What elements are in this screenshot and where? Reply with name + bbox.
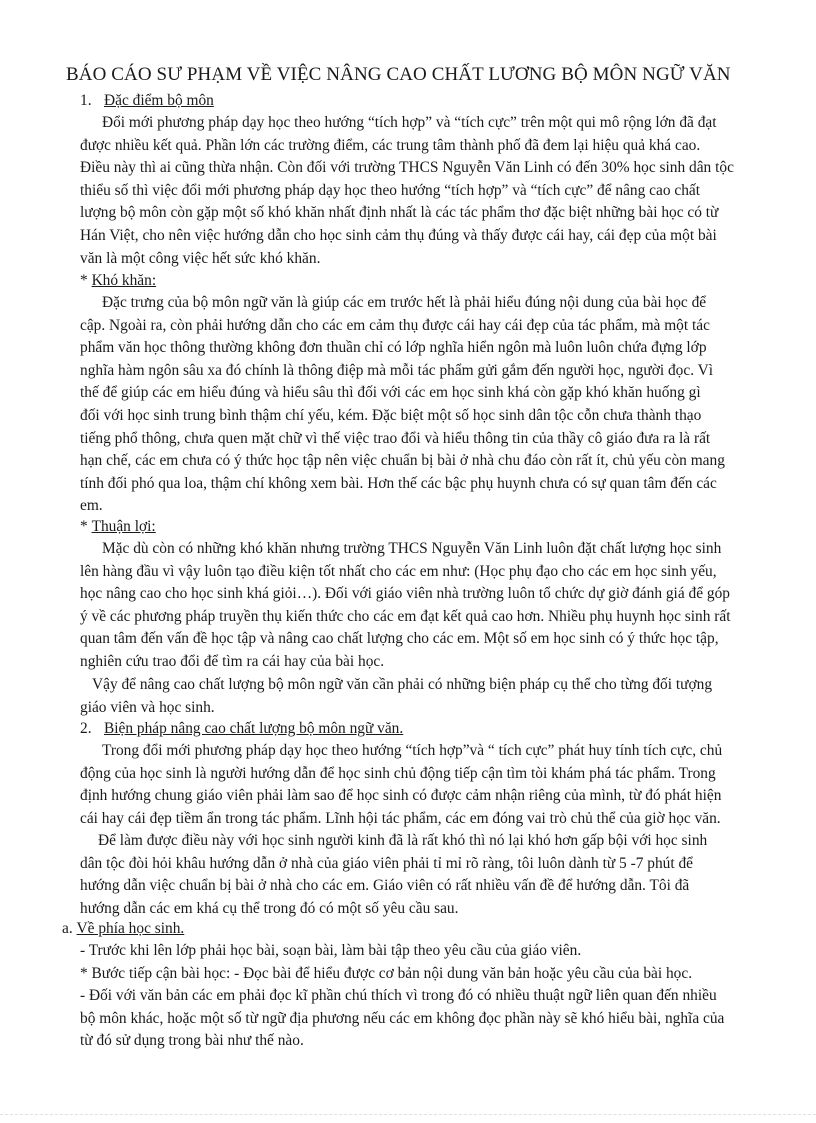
text-line: định hướng chung giáo viên phải làm sao để học sinh có được cảm nhận riêng của mình, từ đó phát hiện	[80, 787, 722, 805]
section-1-heading: Đặc điểm bộ môn	[104, 92, 214, 109]
text-line: học nâng cao cho học sinh khá giỏi…). Đối với giáo viên nhà trường luôn tổ chức dự giờ đánh giá để góp	[80, 585, 730, 603]
text-line: Hán Việt, cho nên việc hướng dẫn cho học sinh cảm thụ đúng và thấy được cái hay, cái đẹp của một bài	[80, 226, 717, 244]
text-line: giáo viên và học sinh.	[80, 698, 215, 716]
text-line: Để làm được điều này với học sinh người kinh đã là rất khó thì nó lại khó hơn gấp bội với học sinh	[98, 832, 708, 849]
section-2-heading: Biện pháp nâng cao chất lượng bộ môn ngữ văn.	[104, 720, 404, 737]
text-line: tiếng phổ thông, chưa quen mặt chữ vì thế việc trao đổi và hiểu thông tin của thầy cô giáo đưa ra là rất	[80, 429, 711, 447]
section-1-paragraph-4	[80, 674, 770, 719]
text-line: hướng dẫn các em khá cụ thể trong đó có một số yêu cầu sau.	[80, 899, 459, 917]
section-1-paragraph-3	[80, 538, 770, 674]
text-line: thiểu số thì việc đổi mới phương pháp dạy học theo hướng “tích hợp” và “tích cực” để nâng cao chất	[80, 181, 701, 199]
text-line: cái hay cái đẹp tiềm ẩn trong tác phẩm. Lĩnh hội tác phẩm, các em đóng vai trò chủ thể của giờ học văn.	[80, 809, 721, 827]
text-line: thế để giúp các em hiểu đúng và hiểu sâu thì đối với các em học sinh khá còn gặp khó khăn huống gì	[80, 384, 701, 402]
text-line: động của học sinh là người hướng dẫn để học sinh chủ động tiếp cận tìm tòi khám phá tác phẩm. Trong	[80, 764, 716, 782]
text-line: nghĩa hàm ngôn sâu xa đó chính là thông điệp mà mỗi tác phẩm gửi gắm đến người học, người đọc. Vì	[80, 361, 714, 379]
kho-khan-heading	[80, 270, 770, 293]
section-2-paragraph-2	[80, 830, 770, 920]
text-line: Trong đổi mới phương pháp dạy học theo hướng “tích hợp”và “ tích cực” phát huy tính tích cực, chủ	[102, 742, 723, 759]
list-item-continuation: bộ môn khác, hoặc một số từ ngữ địa phương nếu các em không đọc phần này sẽ khó hiểu bài, nghĩa của	[80, 1009, 725, 1027]
thuan-loi-bullet: *	[80, 518, 88, 535]
section-1-heading-row	[80, 90, 770, 113]
text-line: nghiên cứu trao đổi để tìm ra cái hay của bài học.	[80, 652, 385, 670]
text-line: Đặc trưng của bộ môn ngữ văn là giúp các em trước hết là phải hiểu đúng nội dung của bài học để	[102, 294, 707, 311]
list-item: - Đối với văn bản các em phải đọc kĩ phần chú thích vì trong đó có nhiều thuật ngữ liên quan đến nhiều	[80, 987, 717, 1005]
text-line: Mặc dù còn có những khó khăn nhưng trường THCS Nguyễn Văn Linh luôn đặt chất lượng học sinh	[102, 540, 722, 557]
list-item: - Trước khi lên lớp phải học bài, soạn bài, làm bài tập theo yêu cầu của giáo viên.	[80, 942, 582, 959]
subsection-a-heading: Về phía học sinh.	[76, 920, 185, 937]
list-item: * Bước tiếp cận bài học: - Đọc bài để hiểu được cơ bản nội dung văn bản hoặc yêu cầu của bài học.	[80, 964, 693, 982]
section-2-heading-row	[80, 718, 770, 741]
text-line: cập. Ngoài ra, còn phải hướng dẫn cho các em cảm thụ được cái hay cái đẹp của tác phẩm, mà một tác	[80, 316, 710, 334]
text-line: hạn chế, các em chưa có ý thức học tập nên việc chuẩn bị bài ở nhà chu đáo còn rất ít, chủ yếu còn mang	[80, 452, 725, 470]
text-line: văn là một công việc hết sức khó khăn.	[80, 249, 321, 267]
section-1-number: 1.	[80, 92, 92, 109]
subsection-a-list	[80, 940, 770, 1053]
text-line: Điều này thì ai cũng thừa nhận. Còn đối với trường THCS Nguyễn Văn Linh có đến 30% học sinh dân tộc	[80, 159, 734, 177]
text-line: được nhiều kết quả. Phần lớn các trường điểm, các trung tâm thành phố đã đem lại hiệu quả khá cao.	[80, 136, 701, 154]
kho-khan-label: Khó khăn:	[91, 272, 157, 289]
text-line: lượng bộ môn còn gặp một số khó khăn nhất định nhất là các tác phẩm thơ đặc biệt những bài học có từ	[80, 204, 719, 222]
kho-khan-bullet: *	[80, 272, 88, 289]
list-item-continuation: từ đó sử dụng trong bài như thế nào.	[80, 1032, 304, 1050]
text-line: tính đối phó qua loa, thậm chí không xem bài. Hơn thế các bậc phụ huynh chưa có sự quan tâm đến các	[80, 474, 717, 492]
thuan-loi-label: Thuận lợi:	[91, 518, 156, 535]
text-line: quan tâm đến vấn đề học tập và nâng cao chất lượng cho các em. Một số em học sinh có ý thức học tập,	[80, 630, 719, 648]
text-line: đối với học sinh trung bình thậm chí yếu, kém. Đặc biệt một số học sinh dân tộc cỗn chưa thành thạo	[80, 406, 702, 424]
text-line: lên hàng đầu vì vậy luôn tạo điều kiện tốt nhất cho các em như: (Học phụ đạo cho các em học sinh yếu,	[80, 562, 717, 580]
section-1-paragraph-2	[80, 292, 770, 518]
section-2-number: 2.	[80, 720, 92, 737]
subsection-a-heading-row	[62, 918, 184, 941]
text-line: em.	[80, 497, 103, 515]
section-2-paragraph-1	[80, 740, 770, 830]
text-line: Đổi mới phương pháp dạy học theo hướng “tích hợp” và “tích cực” trên một qui mô rộng lớn đã đạt	[102, 114, 717, 131]
subsection-a-label: a.	[62, 920, 73, 937]
page-bottom-divider	[0, 1114, 816, 1115]
thuan-loi-heading	[80, 516, 770, 539]
text-line: ý về các phương pháp truyền thụ kiến thức cho các em đạt kết quả cao hơn. Nhiều phụ huynh học sinh rất	[80, 607, 731, 625]
document-title: BÁO CÁO SƯ PHẠM VỀ VIỆC NÂNG CAO CHẤT LƯƠNG BỘ MÔN NGỮ VĂN	[66, 64, 731, 85]
text-line: dân tộc đòi hỏi khâu hướng dẫn ở nhà của giáo viên phải tỉ mỉ rõ ràng, tôi luôn dành từ 5 -7 phút để	[80, 854, 693, 872]
text-line: Vậy để nâng cao chất lượng bộ môn ngữ văn cần phải có những biện pháp cụ thể cho từng đối tượng	[92, 676, 713, 693]
text-line: phẩm văn học thông thường không đơn thuần chỉ có lớp nghĩa hiển ngôn mà luôn luôn chứa đựng lớp	[80, 339, 707, 357]
section-1-paragraph-1	[80, 112, 770, 270]
text-line: hướng dẫn việc chuẩn bị bài ở nhà cho các em. Giáo viên có rất nhiều vấn đề để hướng dẫn. Tôi đã	[80, 877, 690, 895]
